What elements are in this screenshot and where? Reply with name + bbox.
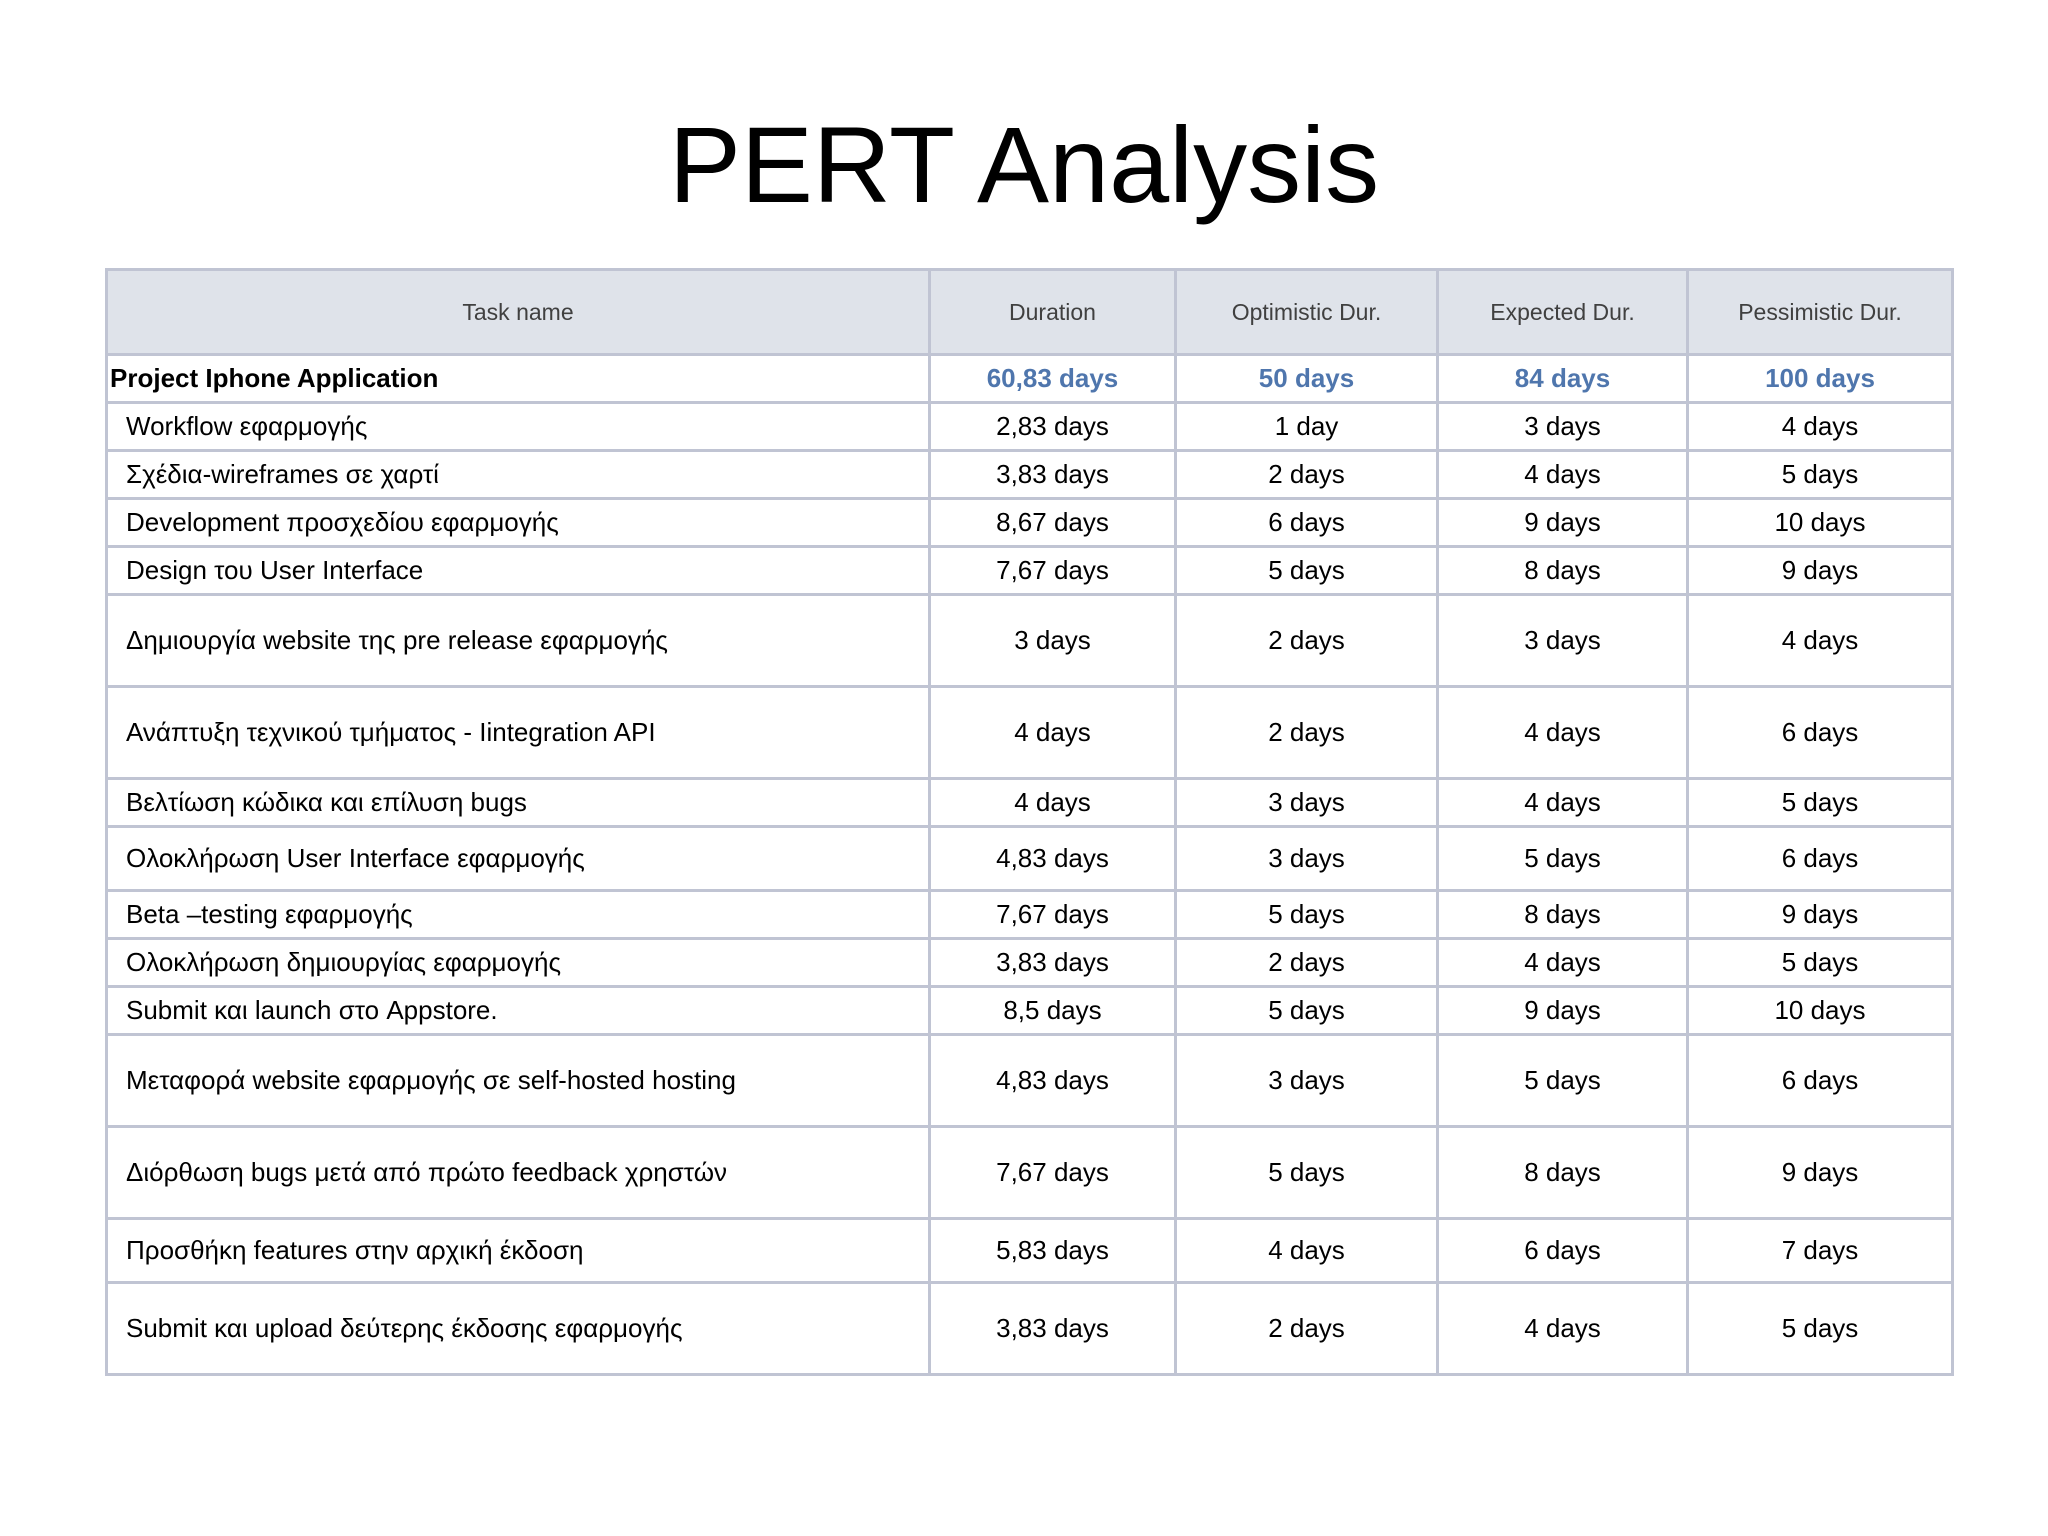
optimistic-cell: 2 days — [1176, 451, 1438, 499]
duration-cell: 3,83 days — [930, 939, 1176, 987]
pessimistic-cell: 4 days — [1688, 595, 1953, 687]
expected-cell: 4 days — [1438, 451, 1688, 499]
pessimistic-cell: 6 days — [1688, 687, 1953, 779]
task-name: Μεταφορά website εφαρμογής σε self-hosted hosting — [107, 1035, 930, 1127]
duration-cell: 8,67 days — [930, 499, 1176, 547]
duration-cell: 4,83 days — [930, 1035, 1176, 1127]
table-row — [107, 1127, 1953, 1219]
task-name: Submit και launch στο Appstore. — [107, 987, 930, 1035]
duration-cell: 3,83 days — [930, 1283, 1176, 1375]
optimistic-cell: 2 days — [1176, 1283, 1438, 1375]
optimistic-cell: 5 days — [1176, 891, 1438, 939]
table-row — [107, 595, 1953, 687]
header-expected: Expected Dur. — [1438, 270, 1688, 355]
expected-cell: 84 days — [1438, 355, 1688, 403]
table-row — [107, 1283, 1953, 1375]
pessimistic-cell: 100 days — [1688, 355, 1953, 403]
table-row — [107, 403, 1953, 451]
task-name: Design του User Interface — [107, 547, 930, 595]
pessimistic-cell: 10 days — [1688, 987, 1953, 1035]
page-title: PERT Analysis — [668, 104, 1380, 225]
header-duration: Duration — [930, 270, 1176, 355]
pessimistic-cell: 5 days — [1688, 779, 1953, 827]
expected-cell: 4 days — [1438, 687, 1688, 779]
optimistic-cell: 3 days — [1176, 1035, 1438, 1127]
table-row — [107, 827, 1953, 891]
pessimistic-cell: 9 days — [1688, 891, 1953, 939]
pessimistic-cell: 6 days — [1688, 827, 1953, 891]
pessimistic-cell: 9 days — [1688, 547, 1953, 595]
header-task-name: Task name — [107, 270, 930, 355]
pessimistic-cell: 10 days — [1688, 499, 1953, 547]
table-row — [107, 547, 1953, 595]
duration-cell: 2,83 days — [930, 403, 1176, 451]
duration-cell: 60,83 days — [930, 355, 1176, 403]
optimistic-cell: 4 days — [1176, 1219, 1438, 1283]
optimistic-cell: 50 days — [1176, 355, 1438, 403]
expected-cell: 3 days — [1438, 403, 1688, 451]
pessimistic-cell: 7 days — [1688, 1219, 1953, 1283]
task-name: Ανάπτυξη τεχνικού τμήματος - Iintegration API — [107, 687, 930, 779]
pessimistic-cell: 6 days — [1688, 1035, 1953, 1127]
table-row — [107, 1035, 1953, 1127]
expected-cell: 5 days — [1438, 1035, 1688, 1127]
expected-cell: 8 days — [1438, 891, 1688, 939]
task-name: Development προσχεδίου εφαρμογής — [107, 499, 930, 547]
optimistic-cell: 2 days — [1176, 687, 1438, 779]
duration-cell: 7,67 days — [930, 1127, 1176, 1219]
duration-cell: 7,67 days — [930, 891, 1176, 939]
optimistic-cell: 5 days — [1176, 547, 1438, 595]
pessimistic-cell: 9 days — [1688, 1127, 1953, 1219]
task-name: Workflow εφαρμογής — [107, 403, 930, 451]
table-row — [107, 1219, 1953, 1283]
expected-cell: 5 days — [1438, 827, 1688, 891]
task-name: Submit και upload δεύτερης έκδοσης εφαρμογής — [107, 1283, 930, 1375]
task-name: Ολοκλήρωση User Interface εφαρμογής — [107, 827, 930, 891]
header-row — [107, 270, 1953, 355]
optimistic-cell: 2 days — [1176, 939, 1438, 987]
pert-table — [105, 268, 1954, 1376]
expected-cell: 8 days — [1438, 1127, 1688, 1219]
expected-cell: 9 days — [1438, 499, 1688, 547]
table-row — [107, 687, 1953, 779]
task-name: Δημιουργία website της pre release εφαρμογής — [107, 595, 930, 687]
task-name: Διόρθωση bugs μετά από πρώτο feedback χρηστών — [107, 1127, 930, 1219]
optimistic-cell: 3 days — [1176, 779, 1438, 827]
optimistic-cell: 2 days — [1176, 595, 1438, 687]
expected-cell: 4 days — [1438, 779, 1688, 827]
duration-cell: 8,5 days — [930, 987, 1176, 1035]
pessimistic-cell: 5 days — [1688, 451, 1953, 499]
expected-cell: 6 days — [1438, 1219, 1688, 1283]
pessimistic-cell: 5 days — [1688, 1283, 1953, 1375]
duration-cell: 3,83 days — [930, 451, 1176, 499]
expected-cell: 4 days — [1438, 1283, 1688, 1375]
header-pessimistic: Pessimistic Dur. — [1688, 270, 1953, 355]
task-name: Project Iphone Application — [107, 355, 930, 403]
duration-cell: 3 days — [930, 595, 1176, 687]
pessimistic-cell: 4 days — [1688, 403, 1953, 451]
duration-cell: 4 days — [930, 779, 1176, 827]
table-row — [107, 779, 1953, 827]
table-row — [107, 891, 1953, 939]
pessimistic-cell: 5 days — [1688, 939, 1953, 987]
task-name: Σχέδια-wireframes σε χαρτί — [107, 451, 930, 499]
summary-row — [107, 355, 1953, 403]
duration-cell: 7,67 days — [930, 547, 1176, 595]
duration-cell: 4 days — [930, 687, 1176, 779]
table-row — [107, 451, 1953, 499]
duration-cell: 4,83 days — [930, 827, 1176, 891]
expected-cell: 8 days — [1438, 547, 1688, 595]
task-name: Βελτίωση κώδικα και επίλυση bugs — [107, 779, 930, 827]
expected-cell: 3 days — [1438, 595, 1688, 687]
duration-cell: 5,83 days — [930, 1219, 1176, 1283]
table-row — [107, 499, 1953, 547]
expected-cell: 4 days — [1438, 939, 1688, 987]
optimistic-cell: 3 days — [1176, 827, 1438, 891]
expected-cell: 9 days — [1438, 987, 1688, 1035]
task-name: Προσθήκη features στην αρχική έκδοση — [107, 1219, 930, 1283]
header-optimistic: Optimistic Dur. — [1176, 270, 1438, 355]
task-name: Beta –testing εφαρμογής — [107, 891, 930, 939]
table-row — [107, 987, 1953, 1035]
table-row — [107, 939, 1953, 987]
optimistic-cell: 5 days — [1176, 1127, 1438, 1219]
optimistic-cell: 6 days — [1176, 499, 1438, 547]
optimistic-cell: 1 day — [1176, 403, 1438, 451]
task-name: Ολοκλήρωση δημιουργίας εφαρμογής — [107, 939, 930, 987]
optimistic-cell: 5 days — [1176, 987, 1438, 1035]
